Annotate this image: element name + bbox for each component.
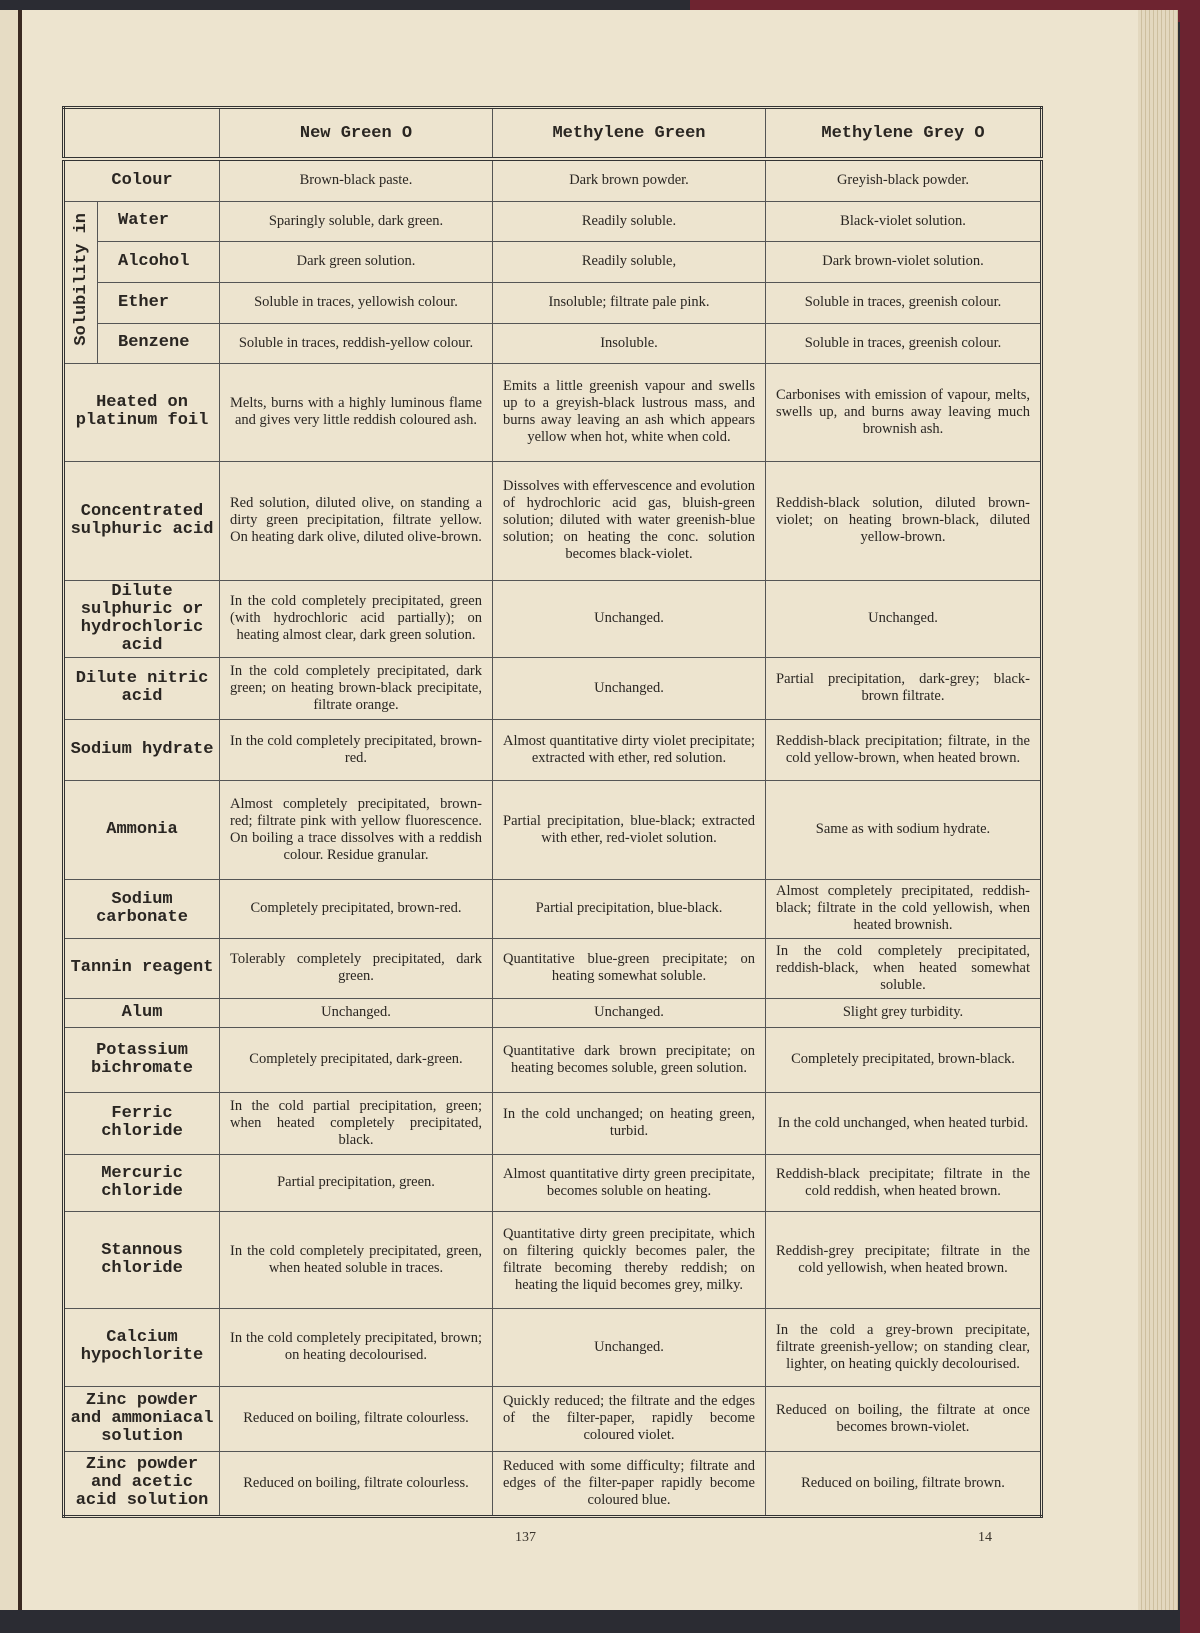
table-cell: Dark brown-violet solution. [766,241,1042,282]
table-row [64,780,1042,879]
table-cell: Partial precipitation, green. [220,1154,493,1211]
table-row [64,1092,1042,1154]
table-cell: Partial precipitation, dark-grey; black-brown filtrate. [766,657,1042,719]
table-cell: In the cold completely precipitated, brown; on heating decolourised. [220,1308,493,1386]
row-label: Stannous chloride [64,1211,220,1308]
table-cell: Completely precipitated, dark-green. [220,1027,493,1092]
row-label: Zinc powder and ammoniacal solution [64,1386,220,1451]
row-label: Dilute sulphuric or hydrochloric acid [64,580,220,657]
table-cell: Brown-black paste. [220,159,493,201]
header-methylene-grey-o: Methylene Grey O [766,108,1042,160]
row-label: Ammonia [64,780,220,879]
table-row [64,282,1042,323]
table-cell: Reduced on boiling, filtrate colourless. [220,1386,493,1451]
table-row [64,719,1042,780]
signature-mark: 14 [978,1530,992,1545]
table-row [64,363,1042,461]
table-header-row [64,108,1042,160]
table-cell: Partial precipitation, blue-black. [493,879,766,938]
row-label: Alum [64,998,220,1027]
table-cell: Greyish-black powder. [766,159,1042,201]
table-cell: Reduced on boiling, filtrate brown. [766,1451,1042,1516]
table-cell: Slight grey turbidity. [766,998,1042,1027]
table-cell: Soluble in traces, greenish colour. [766,282,1042,323]
table-cell: Almost quantitative dirty green precipitate, becomes soluble on heating. [493,1154,766,1211]
table-row [64,938,1042,998]
table-cell: Soluble in traces, yellowish colour. [220,282,493,323]
table-cell: Soluble in traces, reddish-yellow colour. [220,323,493,363]
dye-reactions-table [62,106,1043,1518]
row-label: Heated on platinum foil [64,363,220,461]
table-cell: Dark green solution. [220,241,493,282]
table-cell: Quantitative dark brown precipitate; on heating becomes soluble, green solution. [493,1027,766,1092]
table-row [64,241,1042,282]
table-cell: Tolerably completely precipitated, dark green. [220,938,493,998]
table-row [64,1451,1042,1516]
table-row [64,159,1042,201]
table-cell: Quantitative dirty green precipitate, which on filtering quickly becomes paler, the filtrate becoming thereby reddish; on heating the liquid becomes grey, milky. [493,1211,766,1308]
row-label: Alcohol [98,241,220,282]
header-corner [64,108,220,160]
table-cell: In the cold completely precipitated, green, when heated soluble in traces. [220,1211,493,1308]
table-cell: Reddish-black solution, diluted brown-violet; on heating brown-black, diluted yellow-brown. [766,461,1042,580]
table-row [64,461,1042,580]
table-cell: Sparingly soluble, dark green. [220,201,493,241]
table-row [64,1027,1042,1092]
table-row [64,998,1042,1027]
header-new-green-o: New Green O [220,108,493,160]
table-cell: Quantitative blue-green precipitate; on heating somewhat soluble. [493,938,766,998]
table-cell: Completely precipitated, brown-red. [220,879,493,938]
table-cell: Quickly reduced; the filtrate and the edges of the filter-paper, rapidly become coloured violet. [493,1386,766,1451]
row-label: Potassium bichromate [64,1027,220,1092]
table-cell: Emits a little greenish vapour and swells up to a greyish-black lustrous mass, and burns away leaving an ash which appears yellow when hot, white when cold. [493,363,766,461]
table-cell: Unchanged. [493,580,766,657]
table-cell: Almost completely precipitated, reddish-black; filtrate in the cold yellowish, when heated brownish. [766,879,1042,938]
row-label: Calcium hypochlorite [64,1308,220,1386]
table-cell: Melts, burns with a highly luminous flame and gives very little reddish coloured ash. [220,363,493,461]
table-row [64,1154,1042,1211]
row-label: Dilute nitric acid [64,657,220,719]
book-binding-edge [1180,0,1200,1633]
table-row [64,879,1042,938]
row-label: Water [98,201,220,241]
row-label: Colour [64,159,220,201]
table-cell: In the cold completely precipitated, green (with hydrochloric acid partially); on heating almost clear, dark green solution. [220,580,493,657]
row-label: Sodium carbonate [64,879,220,938]
page-edges [1138,10,1178,1610]
table-cell: Unchanged. [493,657,766,719]
row-label: Tannin reagent [64,938,220,998]
table-cell: Reduced with some difficulty; filtrate and edges of the filter-paper rapidly become coloured blue. [493,1451,766,1516]
table-cell: Reddish-black precipitation; filtrate, in the cold yellow-brown, when heated brown. [766,719,1042,780]
table-cell: Insoluble; filtrate pale pink. [493,282,766,323]
table-cell: In the cold completely precipitated, reddish-black, when heated somewhat soluble. [766,938,1042,998]
solubility-group-label [64,201,98,363]
table-cell: In the cold completely precipitated, brown-red. [220,719,493,780]
table-cell: Almost quantitative dirty violet precipitate; extracted with ether, red solution. [493,719,766,780]
table-cell: In the cold unchanged; on heating green, turbid. [493,1092,766,1154]
table-cell: In the cold a grey-brown precipitate, filtrate greenish-yellow; on standing clear, lighter, on heating quickly decolourised. [766,1308,1042,1386]
table-row [64,323,1042,363]
row-label: Mercuric chloride [64,1154,220,1211]
table-cell: In the cold partial precipitation, green; when heated completely precipitated, black. [220,1092,493,1154]
facing-page-edge [0,10,22,1610]
table-cell: Reddish-grey precipitate; filtrate in the cold yellowish, when heated brown. [766,1211,1042,1308]
table-cell: Unchanged. [493,1308,766,1386]
table-row [64,1308,1042,1386]
table-cell: Dissolves with effervescence and evolution of hydrochloric acid gas, bluish-green solution; diluted with water greenish-blue solution; on heating the conc. solution becomes black-violet. [493,461,766,580]
table-cell: Partial precipitation, blue-black; extracted with ether, red-violet solution. [493,780,766,879]
table-cell: In the cold unchanged, when heated turbid. [766,1092,1042,1154]
table-cell: Dark brown powder. [493,159,766,201]
table-cell: Carbonises with emission of vapour, melts, swells up, and burns away leaving much brownish ash. [766,363,1042,461]
row-label: Sodium hydrate [64,719,220,780]
table-cell: Unchanged. [220,998,493,1027]
solubility-group-text: Solubility in [71,213,91,346]
table-cell: Unchanged. [766,580,1042,657]
table-cell: Black-violet solution. [766,201,1042,241]
table-cell: Same as with sodium hydrate. [766,780,1042,879]
header-methylene-green: Methylene Green [493,108,766,160]
page-number: 137 [515,1530,536,1545]
table-cell: Completely precipitated, brown-black. [766,1027,1042,1092]
table-row [64,201,1042,241]
table-cell: Soluble in traces, greenish colour. [766,323,1042,363]
row-label: Concentrated sulphuric acid [64,461,220,580]
table-cell: Red solution, diluted olive, on standing a dirty green precipitation, filtrate yellow. On heating dark olive, diluted olive-brown. [220,461,493,580]
table-row [64,580,1042,657]
table-cell: Unchanged. [493,998,766,1027]
row-label: Ferric chloride [64,1092,220,1154]
table-cell: Reduced on boiling, filtrate colourless. [220,1451,493,1516]
table-cell: Insoluble. [493,323,766,363]
row-label: Benzene [98,323,220,363]
table-row [64,1211,1042,1308]
row-label: Zinc powder and acetic acid solution [64,1451,220,1516]
table-cell: Almost completely precipitated, brown-red; filtrate pink with yellow fluorescence. On boiling a trace dissolves with a reddish colour. Residue granular. [220,780,493,879]
table-cell: Reddish-black precipitate; filtrate in the cold reddish, when heated brown. [766,1154,1042,1211]
row-label: Ether [98,282,220,323]
table-cell: Reduced on boiling, the filtrate at once becomes brown-violet. [766,1386,1042,1451]
table-cell: Readily soluble, [493,241,766,282]
table-row [64,1386,1042,1451]
table-row [64,657,1042,719]
table-cell: Readily soluble. [493,201,766,241]
table-cell: In the cold completely precipitated, dark green; on heating brown-black precipitate, filtrate orange. [220,657,493,719]
